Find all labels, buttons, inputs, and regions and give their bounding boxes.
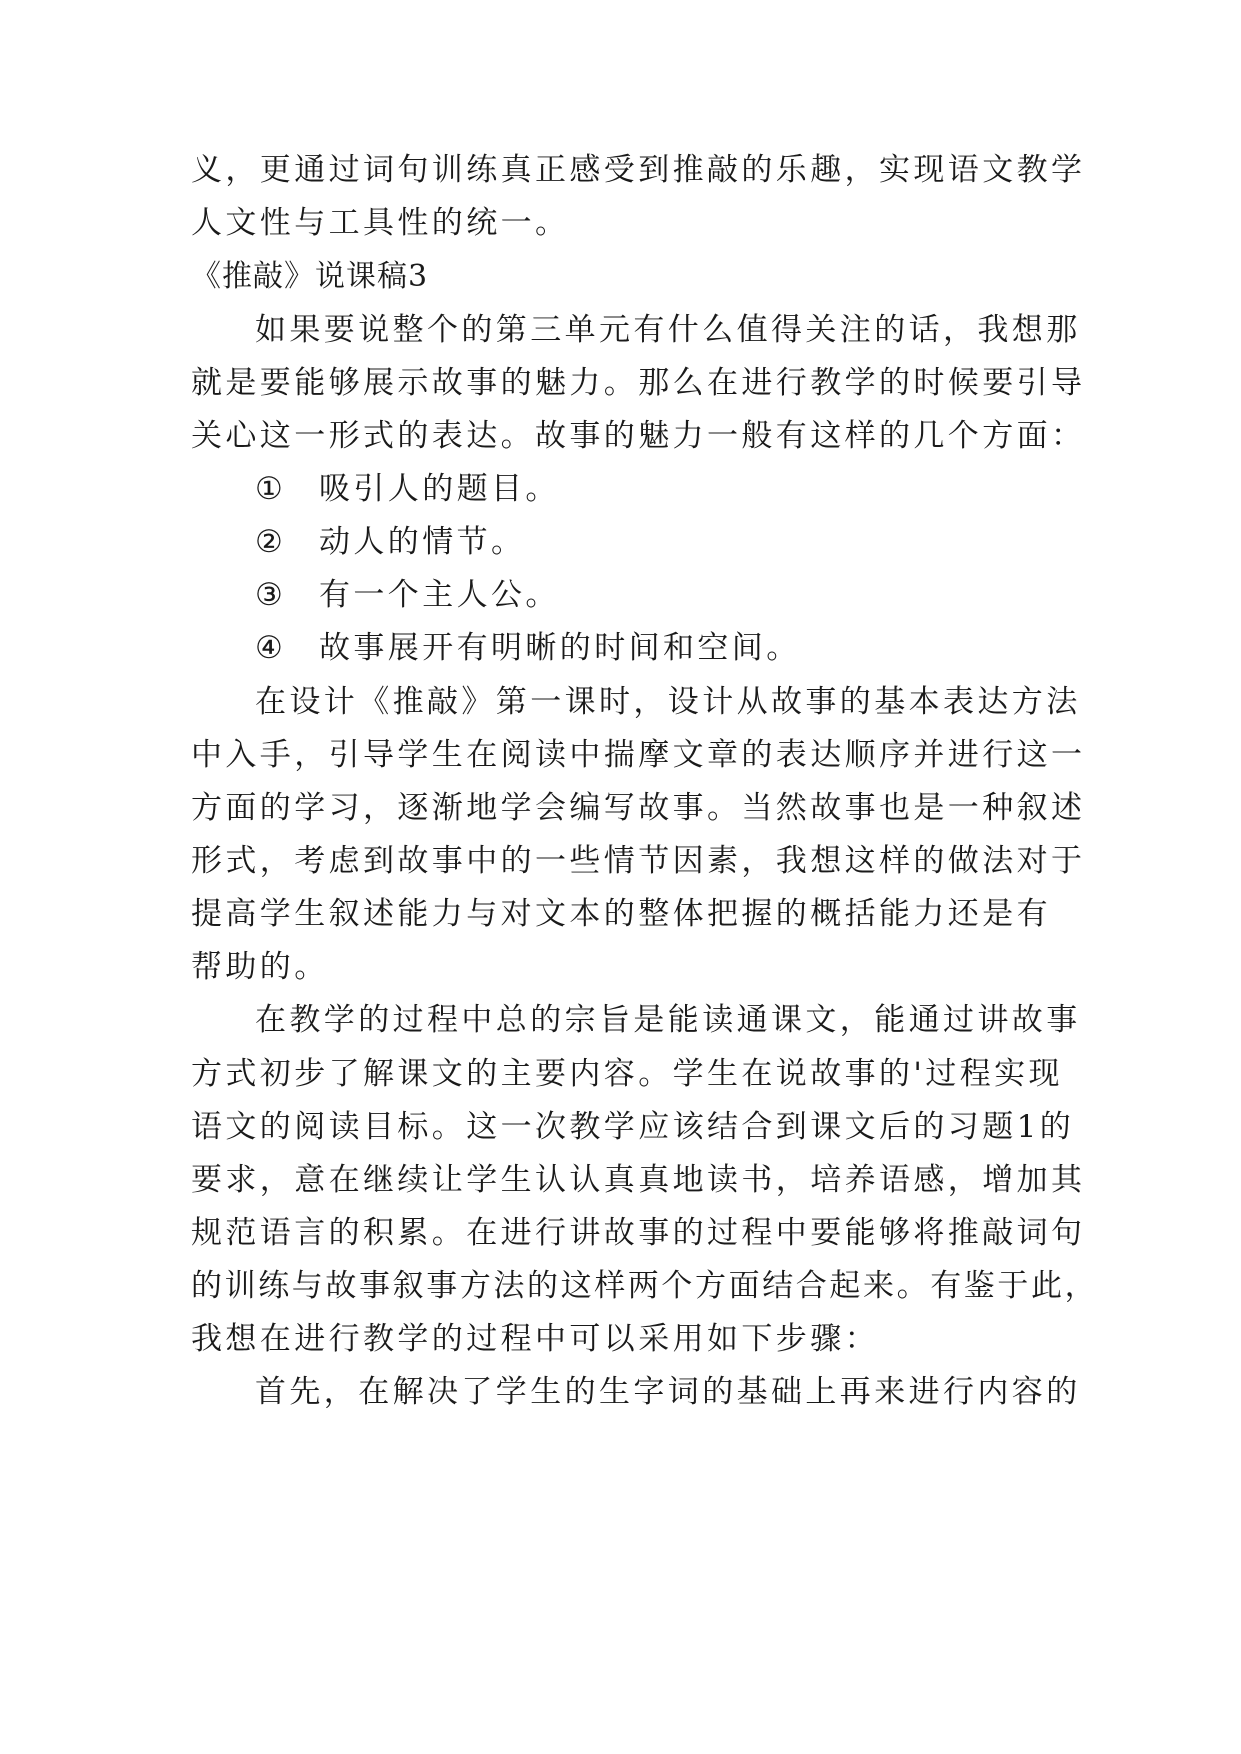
paragraph-line: 帮助的。 bbox=[191, 949, 329, 985]
paragraph-line: 的训练与故事叙事方法的这样两个方面结合起来。有鉴于此， bbox=[191, 1268, 1099, 1304]
list-marker: ④ bbox=[255, 630, 283, 666]
paragraph-line: 就是要能够展示故事的魅力。那么在进行教学的时候要引导 bbox=[191, 365, 1086, 401]
list-item bbox=[255, 628, 801, 668]
list-item bbox=[255, 575, 560, 615]
paragraph-line: 语文的阅读目标。这一次教学应该结合到课文后的习题1的 bbox=[191, 1109, 1075, 1145]
list-marker: ② bbox=[255, 524, 283, 560]
paragraph-line: 义，更通过词句训练真正感受到推敲的乐趣，实现语文教学 bbox=[191, 152, 1086, 188]
list-item-text: 吸引人的题目。 bbox=[319, 471, 560, 507]
list-marker: ① bbox=[255, 471, 283, 507]
paragraph-line: 如果要说整个的第三单元有什么值得关注的话，我想那 bbox=[255, 312, 1081, 348]
paragraph-line: 规范语言的积累。在进行讲故事的过程中要能够将推敲词句 bbox=[191, 1215, 1086, 1251]
list-item-text: 动人的情节。 bbox=[319, 524, 526, 560]
paragraph-line: 要求，意在继续让学生认认真真地读书，培养语感，增加其 bbox=[191, 1162, 1086, 1198]
paragraph-line: 在教学的过程中总的宗旨是能读通课文，能通过讲故事 bbox=[255, 1002, 1081, 1038]
paragraph-line: 方式初步了解课文的主要内容。学生在说故事的'过程实现 bbox=[191, 1056, 1063, 1092]
paragraph-line: 首先，在解决了学生的生字词的基础上再来进行内容的 bbox=[255, 1374, 1081, 1410]
paragraph-line: 人文性与工具性的统一。 bbox=[191, 205, 570, 241]
paragraph-line: 关心这一形式的表达。故事的魅力一般有这样的几个方面： bbox=[191, 418, 1086, 454]
paragraph-line: 我想在进行教学的过程中可以采用如下步骤： bbox=[191, 1321, 879, 1357]
paragraph-line: 中入手，引导学生在阅读中揣摩文章的表达顺序并进行这一 bbox=[191, 737, 1086, 773]
paragraph-line: 在设计《推敲》第一课时，设计从故事的基本表达方法 bbox=[255, 684, 1081, 720]
list-marker: ③ bbox=[255, 577, 283, 613]
paragraph-line: 提高学生叙述能力与对文本的整体把握的概括能力还是有 bbox=[191, 896, 1051, 932]
list-item bbox=[255, 469, 560, 509]
list-item-text: 故事展开有明晰的时间和空间。 bbox=[319, 630, 801, 666]
paragraph-line: 形式，考虑到故事中的一些情节因素，我想这样的做法对于 bbox=[191, 843, 1086, 879]
section-heading: 《推敲》说课稿3 bbox=[191, 259, 429, 294]
list-item-text: 有一个主人公。 bbox=[319, 577, 560, 613]
list-item bbox=[255, 522, 525, 562]
paragraph-line: 方面的学习，逐渐地学会编写故事。当然故事也是一种叙述 bbox=[191, 790, 1086, 826]
